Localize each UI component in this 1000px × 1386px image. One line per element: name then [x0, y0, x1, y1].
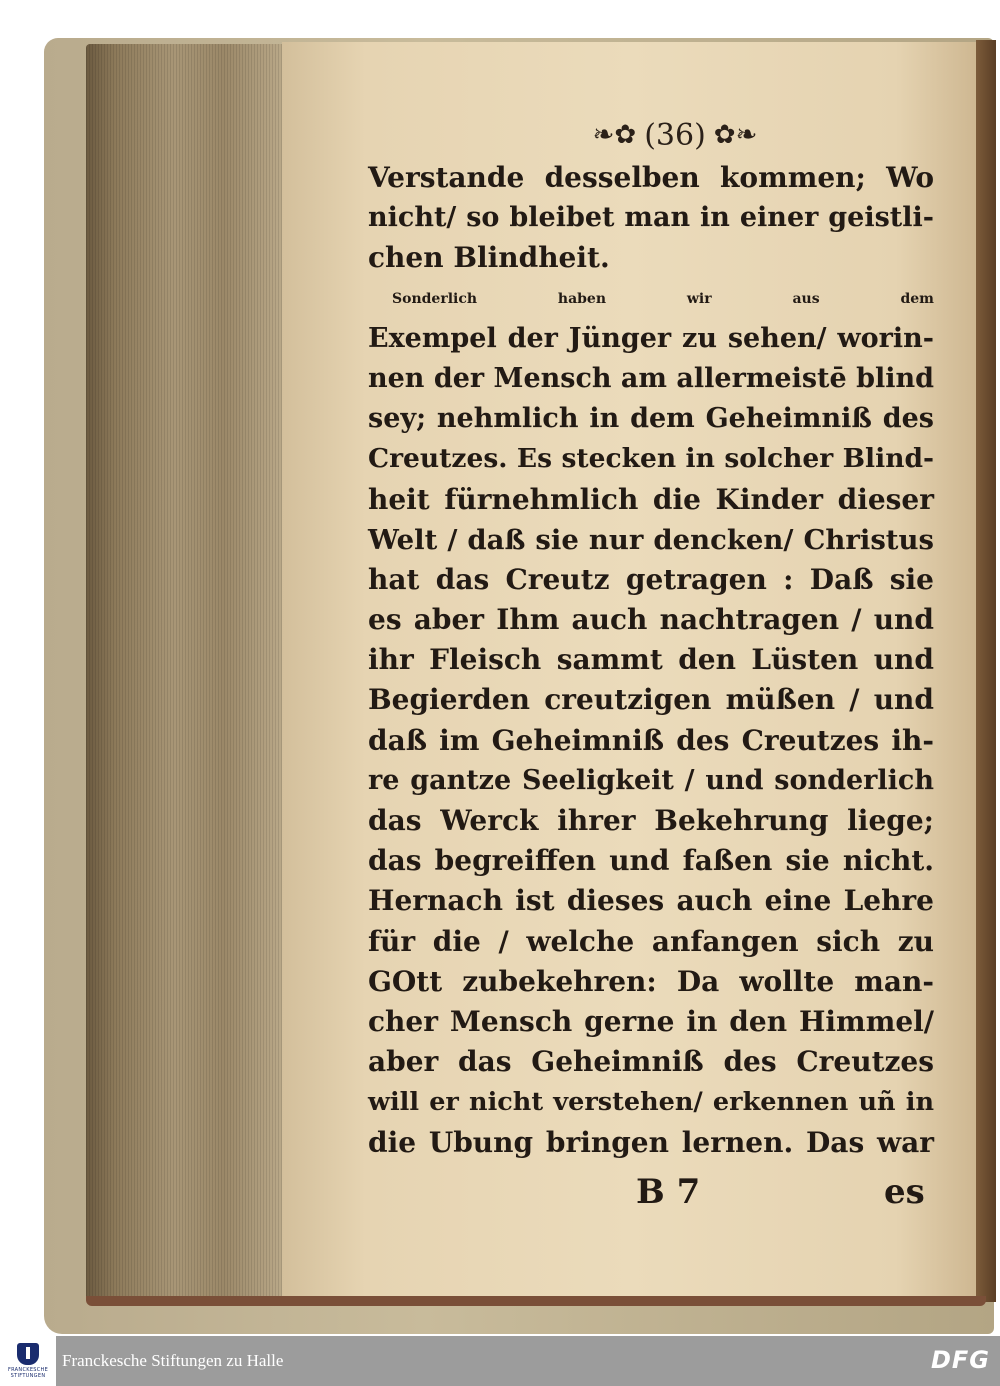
- text-line: Creutzes. Es stecken in solcher Blind-: [368, 443, 934, 475]
- text-line: Sonderlich haben wir aus dem: [392, 290, 934, 307]
- body-text: [368, 158, 934, 1163]
- left-ornament-icon: ❧✿: [592, 120, 637, 150]
- binding-edge: [976, 40, 996, 1302]
- logo-text: FRANCKESCHE STIFTUNGEN: [7, 1367, 49, 1379]
- cover-bottom-edge: [86, 1296, 986, 1306]
- page-header: [560, 116, 790, 154]
- text-line: chen Blindheit.: [368, 241, 610, 275]
- institution-logo[interactable]: [0, 1336, 56, 1386]
- page-number: (36): [644, 117, 706, 153]
- text-line: heit fürnehmlich die Kinder dieser: [368, 482, 934, 516]
- text-line: das Werck ihrer Bekehrung liege;: [368, 804, 934, 837]
- text-line: cher Mensch gerne in den Himmel/: [368, 1004, 934, 1038]
- text-line: will er nicht verstehen/ erkennen uñ in: [368, 1087, 934, 1118]
- text-line: daß im Geheimniß des Creutzes ih-: [368, 723, 934, 757]
- text-line: es aber Ihm auch nachtragen / und: [368, 603, 934, 637]
- text-line: Begierden creutzigen müßen / und: [368, 683, 934, 717]
- text-line: Welt / daß sie nur dencken/ Christus: [368, 523, 934, 556]
- text-line: Exempel der Jünger zu sehen/ worin-: [368, 322, 934, 354]
- footer-bar: [0, 1336, 1000, 1386]
- dfg-logo[interactable]: DFG: [930, 1346, 990, 1374]
- text-line: GOtt zubekehren: Da wollte man-: [368, 964, 934, 998]
- catchword: es: [884, 1172, 925, 1212]
- text-line: hat das Creutz getragen : Daß sie: [368, 562, 934, 596]
- text-line: ihr Fleisch sammt den Lüsten und: [368, 643, 934, 677]
- crest-icon: [17, 1343, 39, 1365]
- text-line: aber das Geheimniß des Creutzes: [368, 1045, 934, 1079]
- institution-name[interactable]: Franckesche Stiftungen zu Halle: [62, 1351, 284, 1370]
- text-line: Hernach ist dieses auch eine Lehre: [368, 884, 934, 918]
- right-ornament-icon: ✿❧: [713, 120, 758, 150]
- text-line: nicht/ so bleibet man in einer geistli-: [368, 202, 934, 234]
- text-line: re gantze Seeligkeit / und sonderlich: [368, 764, 934, 796]
- signature-mark: B 7: [636, 1172, 701, 1212]
- text-line: nen der Mensch am allermeistē blind: [368, 362, 934, 394]
- text-line: sey; nehmlich in dem Geheimniß des: [368, 403, 934, 435]
- text-line: Verstande desselben kommen; Wo: [368, 161, 934, 194]
- text-line: für die / welche anfangen sich zu: [368, 924, 934, 958]
- text-line: die Ubung bringen lernen. Das war: [368, 1125, 934, 1159]
- text-line: das begreiffen und faßen sie nicht.: [368, 844, 934, 878]
- page-edges: [86, 44, 282, 1302]
